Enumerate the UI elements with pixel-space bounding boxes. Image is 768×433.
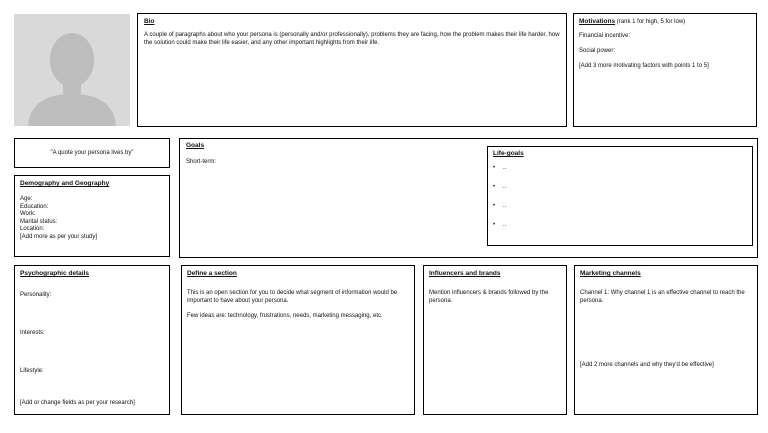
demography-section	[14, 175, 170, 257]
psychographic-heading: Psychographic details	[20, 270, 89, 277]
motivation-financial: Financial incentive:	[579, 33, 631, 39]
motivations-title-line	[579, 18, 751, 26]
marketing-section	[574, 265, 758, 415]
life-goals-heading: Life-goals	[493, 150, 524, 157]
motivations-section	[573, 13, 757, 127]
motivations-heading: Motivations	[579, 18, 616, 25]
influencers-section	[423, 265, 567, 415]
define-paragraph-2: Few ideas are: technology, frustrations, needs, marketing messaging, etc.	[187, 313, 383, 319]
marketing-heading: Marketing channels	[580, 270, 641, 277]
define-heading: Define a section	[187, 270, 237, 277]
list-item	[493, 203, 747, 222]
motivation-social: Social power:	[579, 48, 616, 54]
psych-add-more: [Add or change fields as per your research]	[20, 400, 135, 406]
influencers-heading: Influencers and brands	[429, 270, 501, 277]
marketing-channel-1: Channel 1: Why channel 1 is an effective channel to reach the persona.	[580, 290, 745, 304]
demo-marital-status: Marital status:	[20, 218, 58, 225]
life-goals-section	[487, 146, 753, 246]
goals-short-term: Short-term:	[186, 159, 217, 165]
bullet-icon: •	[493, 165, 496, 171]
demography-heading: Demography and Geography	[20, 180, 110, 187]
define-paragraph-1: This is an open section for you to decide what segment of information would be important to have about your persona.	[187, 290, 398, 304]
demo-location: Location:	[20, 226, 45, 232]
influencers-text: Mention influencers & brands followed by the persona.	[429, 290, 549, 304]
marketing-add-more: [Add 2 more channels and why they'd be effective]	[580, 362, 714, 368]
persona-avatar	[14, 14, 130, 126]
psych-personality: Personality:	[20, 292, 52, 298]
bullet-icon: •	[493, 222, 496, 228]
bio-heading: Bio	[144, 18, 155, 25]
bullet-icon: •	[493, 184, 496, 190]
psych-interests: Interests:	[20, 330, 45, 336]
demo-work: Work:	[20, 211, 36, 217]
psych-lifestyle: Lifestyle:	[20, 368, 44, 374]
bio-text: A couple of paragraphs about who your persona is (personally and/or professionally), problems they are facing, how the problem makes their life harder, how the solution could make their life easier, and any other important highlights from their life.	[144, 32, 560, 46]
demo-age: Age:	[20, 196, 33, 202]
motivations-note: (rank 1 for high, 5 for low)	[615, 19, 686, 25]
motivation-add-more: [Add 3 more motivating factors with points 1 to 5]	[579, 63, 709, 69]
persona-quote: "A quote your persona lives by"	[50, 150, 134, 156]
goals-heading: Goals	[186, 142, 205, 149]
demo-education: Education:	[20, 203, 49, 210]
list-item	[493, 165, 747, 184]
life-goal-text: ..	[503, 203, 507, 209]
psychographic-section	[14, 265, 170, 415]
list-item	[493, 184, 747, 203]
life-goal-text: ..	[503, 222, 507, 228]
quote-section	[14, 138, 170, 168]
list-item	[493, 222, 747, 241]
life-goal-text: ..	[503, 184, 507, 190]
life-goal-text: ..	[503, 165, 507, 171]
bio-section	[137, 13, 567, 127]
person-silhouette-icon	[14, 14, 130, 126]
bullet-icon: •	[493, 203, 496, 209]
demo-add-more: [Add more as per your study]	[20, 233, 98, 240]
life-goals-list	[493, 165, 747, 241]
define-section	[181, 265, 415, 415]
